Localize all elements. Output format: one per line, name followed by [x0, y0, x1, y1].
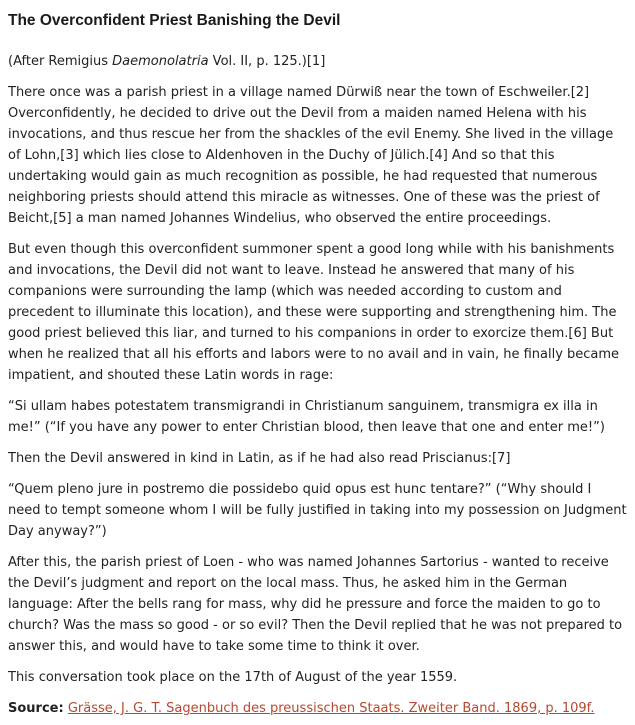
source-label: Source: — [8, 701, 64, 716]
paragraph-4: After this, the parish priest of Loen - who was named Johannes Sartorius - wanted to receive the Devil’s judgment and report on the local mass. Thus, he asked him in the German language: After the bells rang for mass, why did he pressure and force the maiden to go to church? Was the mass so good - or so evil? Then the Devil replied that he was not prepared to answer this, and would have to take some time to think it over. — [8, 555, 623, 654]
attribution — [8, 51, 627, 72]
source-link[interactable]: Grässe, J. G. T. Sagenbuch des preussischen Staats. Zweiter Band. 1869, p. 109f. — [67, 701, 595, 716]
paragraph-2: But even though this overconfident summoner spent a good long while with his banishments and invocations, the Devil did not want to leave. Instead he answered that many of his companions were surrounding the lamp (which was needed according to custom and precedent to illuminate this location), and these were supporting and strengthening him. The good priest believed this liar, and turned to his companions in order to exorcize them.[6] But when he realized that all his efforts and labors were to no avail and in vain, he finally became impatient, and shouted these Latin words in rage: — [8, 242, 620, 383]
latin-quote-2: “Quem pleno jure in postremo die possidebo quid opus est hunc tentare?” (“Why should I need to tempt someone whom I will be fully justified in taking into my possession on Judgment Day anyway?”) — [8, 482, 627, 539]
paragraph-1: There once was a parish priest in a village named Dürwiß near the town of Eschweiler.[2] Overconfidently, he decided to drive out the Devil from a maiden named Helena with his invocations, and thus rescue her from the shackles of the evil Enemy. She lived in the village of Lohn,[3] which lies close to Aldenhoven in the Duchy of Jülich.[4] And so that this undertaking would gain as much recognition as possible, he had requested that numerous neighboring priests should attend this miracle as witnesses. One of these was the priest of Beicht,[5] a man named Johannes Windelius, who observed the entire proceedings. — [8, 85, 614, 226]
page-title: The Overconfident Priest Banishing the Devil — [8, 12, 341, 29]
attribution-work: Daemonolatria — [112, 54, 209, 69]
source-line — [8, 698, 627, 719]
paragraph-5: This conversation took place on the 17th of August of the year 1559. — [8, 670, 458, 685]
latin-quote-1: “Si ullam habes potestatem transmigrandi in Christianum sanguinem, transmigra ex illa in me!” (“If you have any power to enter Christian blood, then leave that one and enter me!”) — [8, 399, 605, 435]
paragraph-3: Then the Devil answered in kind in Latin, as if he had also read Priscianus:[7] — [8, 451, 511, 466]
attribution-suffix: Vol. II, p. 125.)[1] — [208, 54, 326, 69]
attribution-prefix: (After Remigius — [8, 54, 113, 69]
